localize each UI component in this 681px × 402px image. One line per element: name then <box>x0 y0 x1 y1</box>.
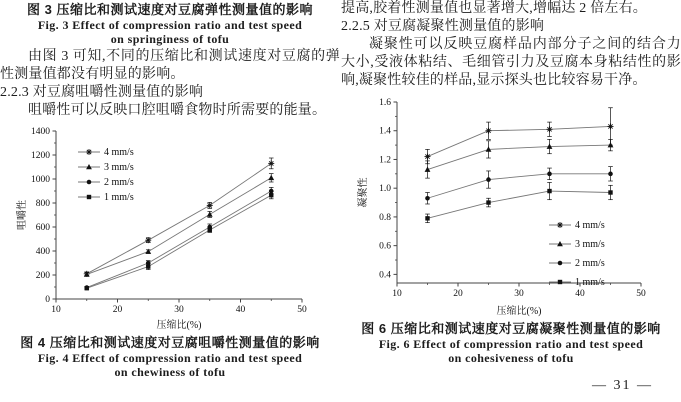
svg-text:1 mm/s: 1 mm/s <box>575 277 605 289</box>
svg-text:1.2: 1.2 <box>379 155 391 166</box>
paragraph-gumminess-continued: 提高,胶着性测量值也显著增大,增幅达 2 倍左右。 <box>341 1 647 16</box>
svg-text:400: 400 <box>35 247 50 257</box>
svg-text:咀嚼性: 咀嚼性 <box>17 200 28 230</box>
svg-text:压缩比(%): 压缩比(%) <box>156 320 202 331</box>
paragraph-chewiness-intro: 咀嚼性可以反映口腔咀嚼食物时所需要的能量。 <box>28 103 327 118</box>
fig6-caption-en-line2: on cohesiveness of tofu <box>448 351 574 365</box>
svg-text:1.6: 1.6 <box>379 98 391 108</box>
page-number: — 31 — <box>592 378 653 393</box>
svg-text:1.0: 1.0 <box>379 184 391 195</box>
svg-text:1200: 1200 <box>31 151 50 161</box>
svg-text:20: 20 <box>453 289 463 299</box>
fig4-caption-en-line2: on chewiness of tofu <box>114 365 226 379</box>
fig4-caption-en-line1: Fig. 4 Effect of compression ratio and test speed <box>37 351 303 365</box>
svg-text:凝聚性: 凝聚性 <box>358 177 369 208</box>
fig6-caption-en-line1: Fig. 6 Effect of compression ratio and test speed <box>378 337 644 351</box>
svg-text:3 mm/s: 3 mm/s <box>104 162 134 174</box>
fig3-caption-zh: 图 3 压缩比和测试速度对豆腐弹性测量值的影响 <box>27 2 313 17</box>
svg-text:600: 600 <box>35 223 50 233</box>
svg-text:200: 200 <box>35 271 50 281</box>
left-column <box>0 0 340 402</box>
svg-text:40: 40 <box>235 305 246 315</box>
svg-text:3 mm/s: 3 mm/s <box>575 239 605 251</box>
fig6-caption-zh: 图 6 压缩比和测试速度对豆腐凝聚性测量值的影响 <box>361 321 661 336</box>
svg-text:4 mm/s: 4 mm/s <box>575 220 605 232</box>
fig3-caption-en-line1: Fig. 3 Effect of compression ratio and test speed <box>37 18 303 32</box>
svg-text:30: 30 <box>514 289 524 299</box>
svg-text:50: 50 <box>297 305 307 315</box>
svg-text:10: 10 <box>51 305 61 315</box>
fig6-cohesiveness-chart <box>357 92 657 319</box>
svg-text:1400: 1400 <box>31 127 50 137</box>
fig4-caption-zh: 图 4 压缩比和测试速度对豆腐咀嚼性测量值的影响 <box>20 335 320 350</box>
paragraph-cohesiveness-intro: 凝聚性可以反映豆腐样品内部分子之间的结合力大小,受液体粘结、毛细管引力及豆腐本身粘结性的影响,凝聚性较佳的样品,显示探头也比较容易干净。 <box>341 37 681 88</box>
fig6-caption <box>341 319 681 365</box>
svg-text:4 mm/s: 4 mm/s <box>104 147 134 159</box>
svg-text:压缩比(%): 压缩比(%) <box>496 306 542 317</box>
svg-text:1.4: 1.4 <box>379 126 391 137</box>
svg-text:10: 10 <box>392 289 402 299</box>
svg-text:0.4: 0.4 <box>379 270 391 281</box>
svg-text:2 mm/s: 2 mm/s <box>104 177 134 189</box>
svg-text:1000: 1000 <box>31 175 50 185</box>
fig3-caption <box>0 0 340 46</box>
svg-text:0: 0 <box>45 295 50 305</box>
fig3-caption-en-line2: on springiness of tofu <box>110 32 230 46</box>
svg-text:30: 30 <box>174 305 184 315</box>
fig4-caption <box>0 333 340 379</box>
paragraph-springiness: 由图 3 可知,不同的压缩比和测试速度对豆腐的弹性测量值都没有明显的影响。 <box>0 49 340 82</box>
heading-2-2-5: 2.2.5 对豆腐凝聚性测量值的影响 <box>341 19 545 34</box>
right-column <box>341 0 681 402</box>
svg-text:0.6: 0.6 <box>379 241 391 252</box>
heading-2-2-3: 2.2.3 对豆腐咀嚼性测量值的影响 <box>0 85 204 100</box>
svg-text:50: 50 <box>636 289 646 299</box>
svg-text:2 mm/s: 2 mm/s <box>575 258 605 270</box>
svg-text:20: 20 <box>112 305 123 315</box>
svg-text:800: 800 <box>35 199 50 209</box>
svg-text:40: 40 <box>575 289 585 299</box>
fig4-chewiness-chart <box>16 121 318 333</box>
svg-text:1 mm/s: 1 mm/s <box>104 192 134 204</box>
svg-text:0.8: 0.8 <box>379 212 391 223</box>
